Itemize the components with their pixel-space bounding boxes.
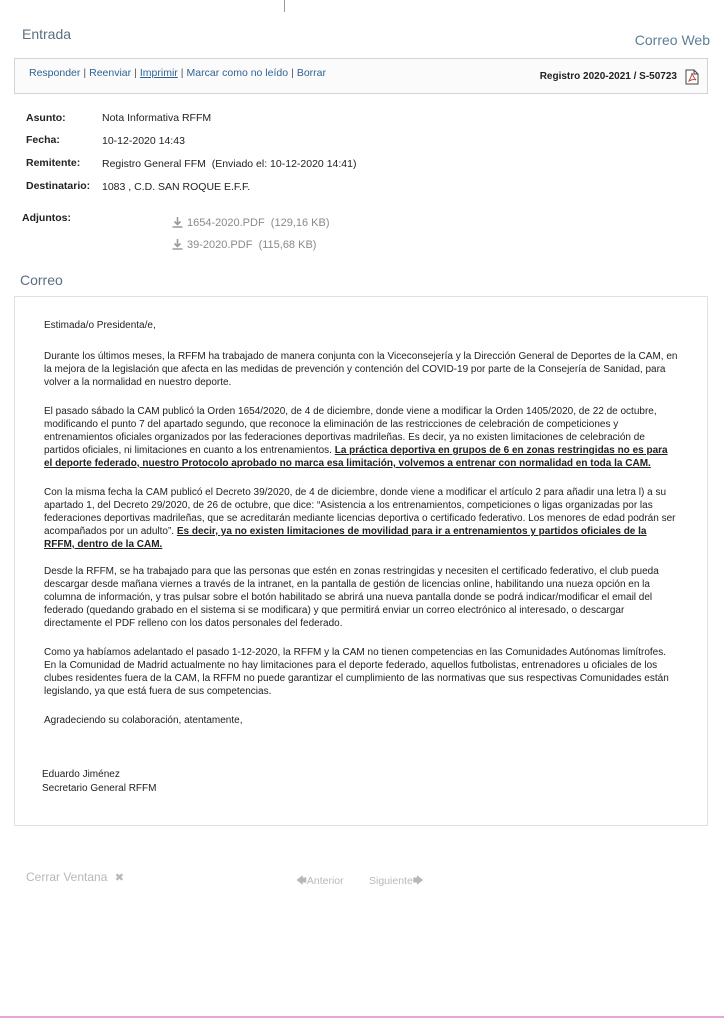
separator: | bbox=[180, 67, 184, 79]
message-toolbar bbox=[14, 58, 708, 94]
sender-value: Registro General FFM (Enviado el: 10-12-2020 14:41) bbox=[102, 158, 357, 170]
pdf-icon[interactable] bbox=[685, 69, 699, 85]
separator: | bbox=[291, 67, 294, 79]
date-value: 10-12-2020 14:43 bbox=[102, 135, 185, 147]
mail-paragraph-2-text: El pasado sábado la CAM publicó la Orden 1654/2020, de 4 de diciembre, donde viene a modificar la Orden 1405/2020, de 22 de octubre, modificando el punto 7 del apartado segundo, que reconoce la eliminación de las restricciones de celebración de competiciones y entrenamientos oficiales organizados por las federaciones deportivas madrileñas. Es decir, ya no existen limitaciones de celebración de partidos oficiales, ni limitaciones en cuanto a los entrenamientos. bbox=[44, 406, 657, 456]
mail-section-title: Correo bbox=[20, 272, 63, 288]
mail-paragraph-3-text: Con la misma fecha la CAM publicó el Decreto 39/2020, de 4 de diciembre, donde viene a modificar el artículo 2 para añadir una letra l) a su apartado 1, del Decreto 29/2020, de 26 de octubre, que dice: “Asistencia a los entrenamientos, competiciones o ligas organizadas por las federaciones deportivas madrileñas, que se acreditarán mediante licencias deportiva o certificado federativo. Los menores de edad podrán ser acompañados por un adulto”. bbox=[44, 487, 676, 537]
mark-unread-link[interactable]: Marcar como no leído bbox=[186, 67, 289, 79]
signature-name: Eduardo Jiménez bbox=[42, 769, 120, 780]
mail-paragraph-2 bbox=[44, 405, 678, 470]
attachment-name[interactable]: 39-2020.PDF bbox=[187, 239, 253, 251]
date-label: Fecha: bbox=[26, 134, 60, 146]
inbox-title[interactable]: Entrada bbox=[22, 26, 72, 42]
next-button[interactable] bbox=[369, 873, 424, 891]
attachment-size: (129,16 KB) bbox=[270, 217, 330, 229]
previous-button[interactable] bbox=[296, 873, 344, 891]
subject-value: Nota Informativa RFFM bbox=[102, 112, 212, 124]
delete-link[interactable]: Borrar bbox=[296, 67, 326, 79]
mail-paragraph-2-highlight: La práctica deportiva en grupos de 6 en zonas restringidas no es para el deporte federado, nuestro Protocolo aprobado no marca esa limitación, volvemos a entrenar con normalidad en toda la CAM. bbox=[44, 445, 668, 469]
forward-link[interactable]: Reenviar bbox=[89, 67, 132, 79]
download-icon bbox=[172, 217, 183, 228]
arrow-left-icon: 🡄 bbox=[296, 875, 307, 887]
mail-paragraph-3 bbox=[44, 486, 678, 551]
separator: | bbox=[134, 67, 137, 79]
mail-greeting: Estimada/o Presidenta/e, bbox=[44, 320, 156, 331]
message-actions bbox=[29, 67, 326, 79]
signature-title: Secretario General RFFM bbox=[42, 783, 157, 794]
next-label: Siguiente bbox=[369, 875, 413, 887]
attachment-item[interactable] bbox=[172, 217, 330, 229]
close-window-label: Cerrar Ventana bbox=[26, 870, 108, 884]
previous-label: Anterior bbox=[306, 875, 344, 887]
arrow-right-icon: 🡆 bbox=[412, 875, 424, 887]
mail-paragraph-1: Durante los últimos meses, la RFFM ha trabajado de manera conjunta con la Viceconsejería y la Dirección General de Deportes de la CAM, en la mejora de la legislación que afecta en las medidas de prevención y contención del COVID-19 por parte de la Consejería de Sanidad, para volver a la normalidad en nuestro deporte. bbox=[44, 351, 678, 388]
attachment-name[interactable]: 1654-2020.PDF bbox=[187, 217, 265, 229]
close-window-button[interactable] bbox=[26, 870, 124, 884]
attachment-item[interactable] bbox=[172, 239, 316, 251]
attachments-label: Adjuntos: bbox=[22, 212, 71, 224]
bottom-border bbox=[0, 1016, 724, 1018]
subject-label: Asunto: bbox=[26, 112, 66, 124]
reply-link[interactable]: Responder bbox=[29, 67, 81, 79]
close-icon: ✖ bbox=[114, 872, 124, 884]
registro-number: Registro 2020-2021 / S-50723 bbox=[539, 71, 677, 82]
separator: | bbox=[83, 67, 87, 79]
mail-paragraph-3-highlight: Es decir, ya no existen limitaciones de movilidad para ir a entrenamientos y partidos oficiales de la RFFM, dentro de la CAM. bbox=[44, 526, 647, 550]
recipient-value: 1083 , C.D. SAN ROQUE E.F.F. bbox=[102, 181, 251, 193]
download-icon bbox=[172, 239, 183, 250]
mail-paragraph-4: Desde la RFFM, se ha trabajado para que las personas que estén en zonas restringidas y necesiten el certificado federativo, el club pueda descargar desde mañana viernes a través de la intranet, en la pantalla de gestión de licencias online, habilitando una nueza opción en la columna de información, y tras pulsar sobre el botón habilitado se abrirá una nueva pantalla donde se podrá indicar/modificar el email del federado (quedando grabado en el sistema si se modificara) y que permitirá enviar un correo electrónico al interesado, o descargar directamente el PDF relleno con los datos personales del federado. bbox=[44, 566, 659, 629]
webmail-title: Correo Web bbox=[634, 32, 710, 48]
mail-closing: Agradeciendo su colaboración, atentamente, bbox=[44, 715, 243, 726]
mail-paragraph-5: Como ya habíamos adelantado el pasado 1-12-2020, la RFFM y la CAM no tienen competencias en las Comunidades Autónomas limítrofes. En la Comunidad de Madrid actualmente no hay limitaciones para el deporte federado, aquellos futbolistas, entrenadores u oficiales de los clubes residentes fuera de la CAM, la RFFM no puede garantizar el cumplimiento de las normativas que sus respectivas Comunidades están legislando, ya que está fuera de sus competencias. bbox=[44, 647, 669, 697]
print-link[interactable]: Imprimir bbox=[139, 67, 178, 79]
scan-artifact-tick bbox=[284, 0, 285, 12]
attachment-size: (115,68 KB) bbox=[258, 239, 317, 251]
sender-label: Remitente: bbox=[26, 157, 81, 169]
recipient-label: Destinatario: bbox=[26, 180, 91, 192]
